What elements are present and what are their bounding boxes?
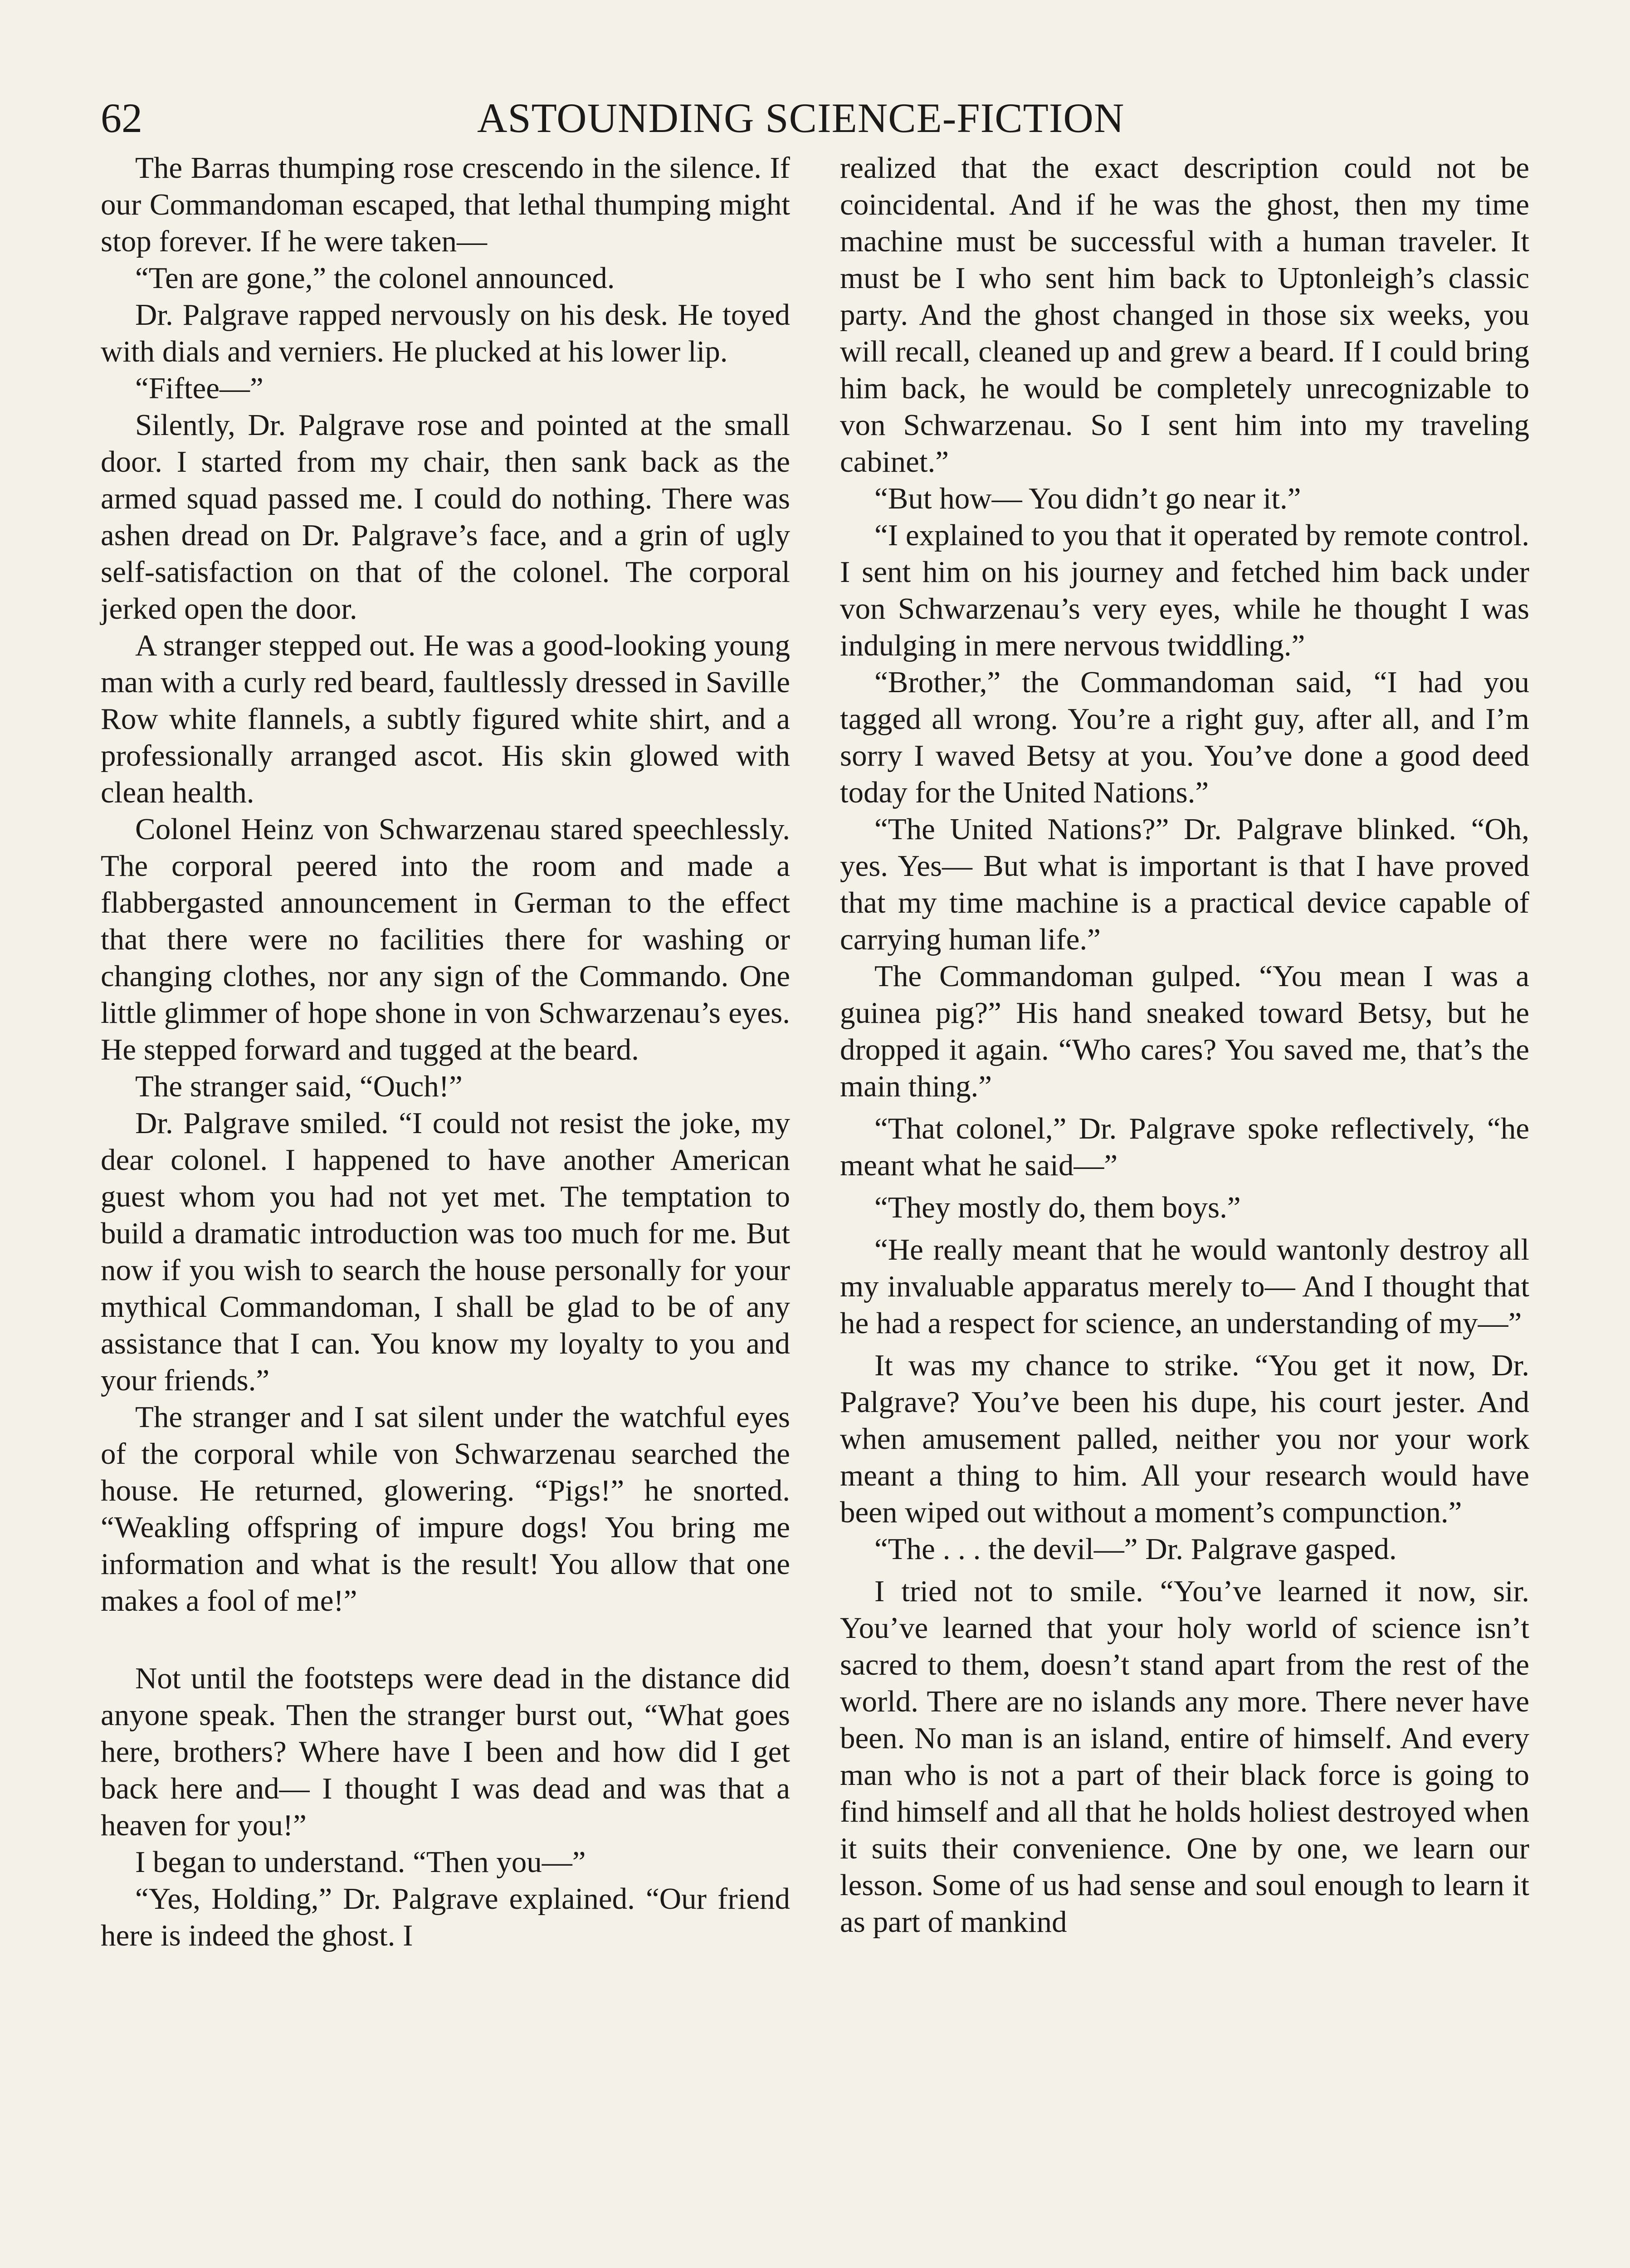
paragraph: Silently, Dr. Palgrave rose and pointed at the small door. I started from my chair, then sank back as the armed squad passed me. I could do nothing. There was ashen dread on Dr. Palgrave’s face, and a grin of ugly self-satisfaction on that of the colonel. The corporal jerked open the door.	[101, 408, 790, 626]
paragraph: “That colonel,” Dr. Palgrave spoke reflectively, “he meant what he said—”	[840, 1112, 1529, 1182]
paragraph-section-start: Not until the footsteps were dead in the distance did anyone speak. Then the stranger burst out, “What goes here, brothers? Where have I been and how did I get back here and— I thought I was dead and was that a heaven for you!”	[101, 1662, 790, 1842]
paragraph: I tried not to smile. “You’ve learned it now, sir. You’ve learned that your holy world of science isn’t sacred to them, doesn’t stand apart from the rest of the world. There are no islands any more. There never have been. No man is an island, entire of himself. And every man who is not a part of their black force is going to find himself and all that he holds holiest destroyed when it suits their convenience. One by one, we learn our lesson. Some of us had sense and soul enough to learn it as part of mankind	[840, 1574, 1529, 1939]
paragraph: “Fiftee—”	[135, 371, 264, 405]
page-number: 62	[101, 95, 142, 141]
paragraph: The stranger said, “Ouch!”	[135, 1070, 463, 1103]
paragraph: The Barras thumping rose crescendo in the silence. If our Commandoman escaped, that lethal thumping might stop forever. If he were taken—	[101, 151, 790, 258]
paragraph: The Commandoman gulped. “You mean I was a guinea pig?” His hand sneaked toward Betsy, but he dropped it again. “Who cares? You saved me, that’s the main thing.”	[840, 959, 1529, 1103]
paragraph: I began to understand. “Then you—”	[135, 1845, 586, 1879]
paragraph: Colonel Heinz von Schwarzenau stared speechlessly. The corporal peered into the room and made a flabbergasted announcement in German to the effect that there were no facilities there for washing or changing clothes, nor any sign of the Commando. One little glimmer of hope shone in von Schwarzenau’s eyes. He stepped forward and tugged at the beard.	[101, 812, 790, 1066]
paragraph: Dr. Palgrave rapped nervously on his desk. He toyed with dials and verniers. He plucked at his lower lip.	[101, 298, 790, 368]
right-text-column	[840, 150, 1529, 1941]
running-head: ASTOUNDING SCIENCE-FICTION	[477, 95, 1125, 141]
paragraph: A stranger stepped out. He was a good-looking young man with a curly red beard, faultlessly dressed in Saville Row white flannels, a subtly figured white shirt, and a professionally arranged ascot. His skin glowed with clean health.	[101, 629, 790, 809]
paragraph: “Yes, Holding,” Dr. Palgrave explained. “Our friend here is indeed the ghost. I	[101, 1882, 790, 1952]
page-header	[101, 86, 1529, 150]
paragraph-continued: realized that the exact description could not be coincidental. And if he was the ghost, then my time machine must be successful with a human traveler. It must be I who sent him back to Uptonleigh’s classic party. And the ghost changed in those six weeks, you will recall, cleaned up and grew a beard. If I could bring him back, he would be completely unrecognizable to von Schwarzenau. So I sent him into my traveling cabinet.”	[840, 151, 1529, 479]
paragraph: “They mostly do, them boys.”	[874, 1191, 1241, 1224]
paragraph: “Ten are gone,” the colonel announced.	[135, 261, 615, 295]
paragraph: “But how— You didn’t go near it.”	[874, 482, 1301, 515]
paragraph: “The United Nations?” Dr. Palgrave blinked. “Oh, yes. Yes— But what is important is that I have proved that my time machine is a practical device capable of carrying human life.”	[840, 812, 1529, 956]
left-text-column	[101, 150, 790, 1954]
paragraph: It was my chance to strike. “You get it now, Dr. Palgrave? You’ve been his dupe, his court jester. And when amusement palled, neither you nor your work meant a thing to him. All your research would have been wiped out without a moment’s compunction.”	[840, 1349, 1529, 1529]
paragraph: “I explained to you that it operated by remote control. I sent him on his journey and fetched him back under von Schwarzenau’s very eyes, while he thought I was indulging in mere nervous twiddling.”	[840, 518, 1529, 662]
paragraph: “He really meant that he would wantonly destroy all my invaluable apparatus merely to— And I thought that he had a respect for science, an understanding of my—”	[840, 1233, 1529, 1340]
paragraph: Dr. Palgrave smiled. “I could not resist the joke, my dear colonel. I happened to have another American guest whom you had not yet met. The temptation to build a dramatic introduction was too much for me. But now if you wish to search the house personally for your mythical Commandoman, I shall be glad to be of any assistance that I can. You know my loyalty to you and your friends.”	[101, 1106, 790, 1397]
paragraph: “The . . . the devil—” Dr. Palgrave gasped.	[874, 1532, 1397, 1566]
paragraph: “Brother,” the Commandoman said, “I had you tagged all wrong. You’re a right guy, after all, and I’m sorry I waved Betsy at you. You’ve done a good deed today for the United Nations.”	[840, 665, 1529, 809]
paragraph: The stranger and I sat silent under the watchful eyes of the corporal while von Schwarzenau searched the house. He returned, glowering. “Pigs!” he snorted. “Weakling offspring of impure dogs! You bring me information and what is the result! You allow that one makes a fool of me!”	[101, 1400, 790, 1618]
